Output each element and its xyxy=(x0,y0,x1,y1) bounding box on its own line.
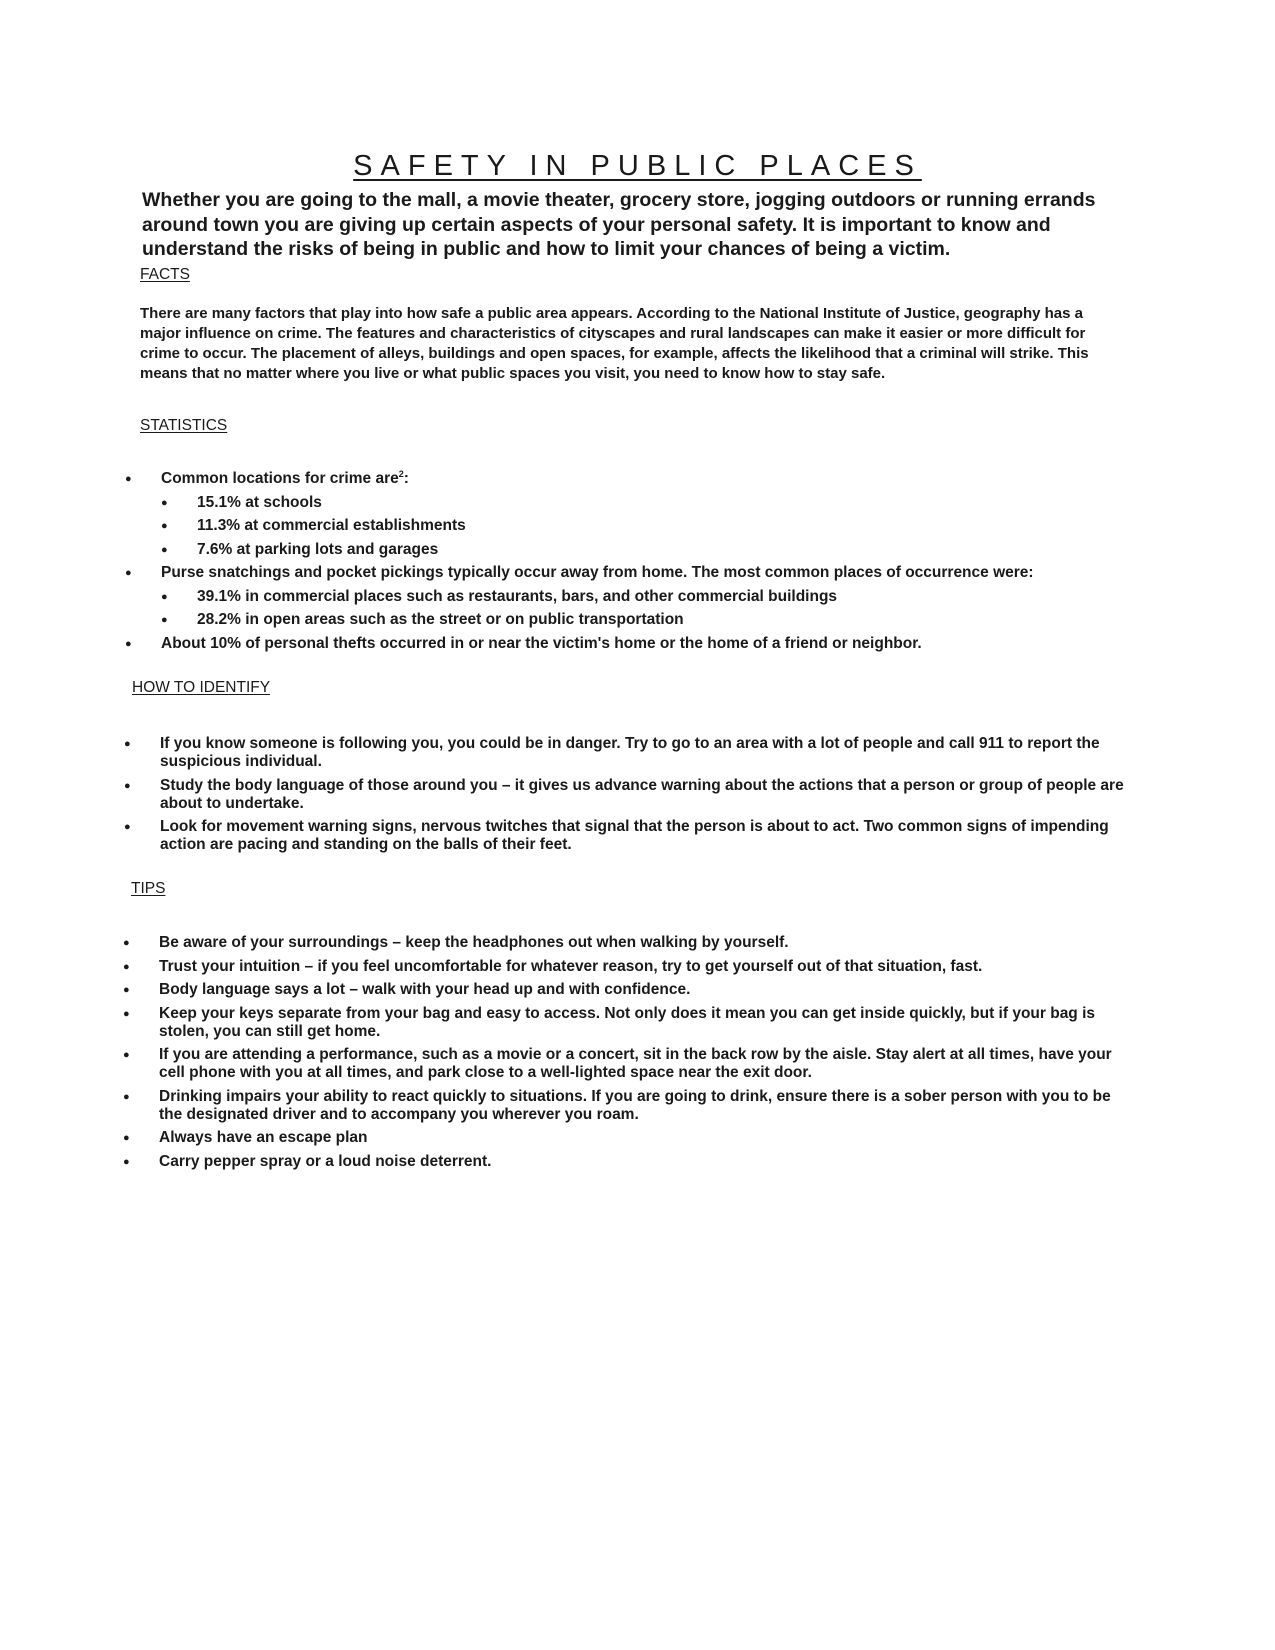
page-title-text: SAFETY IN PUBLIC PLACES xyxy=(353,150,922,182)
list-item: ● Be aware of your surroundings – keep the headphones out when walking by yourself. xyxy=(123,934,1123,952)
list-item: ● Look for movement warning signs, nervous twitches that signal that the person is about to act. Two common signs of impending action are pacing and standing on the balls of their feet. xyxy=(124,818,1124,854)
statistics-sublist xyxy=(161,494,1125,559)
list-item xyxy=(125,470,1125,559)
tips-list xyxy=(123,934,1123,1176)
list-item: ● Body language says a lot – walk with your head up and with confidence. xyxy=(123,981,1123,999)
facts-paragraph: There are many factors that play into how safe a public area appears. According to the National Institute of Justice, geography has a major influence on crime. The features and characteristics of cityscapes and rural landscapes can make it easier or more difficult for crime to occur. The placement of alleys, buildings and open spaces, for example, affects the likelihood that a criminal will strike. This means that no matter where you live or what public spaces you visit, you need to know how to stay safe. xyxy=(140,305,1089,382)
list-item-text: Purse snatchings and pocket pickings typically occur away from home. The most common places of occurrence were: xyxy=(161,564,1034,581)
statistics-heading: STATISTICS xyxy=(140,417,228,434)
list-item: ● Drinking impairs your ability to react quickly to situations. If you are going to drink, ensure there is a sober person with you to be the designated driver and to accompany you wherever you roam. xyxy=(123,1088,1123,1124)
list-item: ● 39.1% in commercial places such as restaurants, bars, and other commercial buildings xyxy=(161,588,1125,606)
list-item: ● 28.2% in open areas such as the street or on public transportation xyxy=(161,611,1125,629)
list-item: ● Trust your intuition – if you feel uncomfortable for whatever reason, try to get yourself out of that situation, fast. xyxy=(123,958,1123,976)
list-item: ● If you know someone is following you, you could be in danger. Try to go to an area with a lot of people and call 911 to report the suspicious individual. xyxy=(124,735,1124,771)
how-to-identify-list xyxy=(124,735,1124,860)
facts-heading: FACTS xyxy=(140,266,190,283)
footnote-marker: 2 xyxy=(398,468,404,479)
list-item: ● If you are attending a performance, such as a movie or a concert, sit in the back row by the aisle. Stay alert at all times, have your cell phone with you at all times, and park close to a well-lighted space near the exit door. xyxy=(123,1046,1123,1082)
statistics-list xyxy=(125,470,1125,658)
list-item: ● 11.3% at commercial establishments xyxy=(161,517,1125,535)
list-item: ● 7.6% at parking lots and garages xyxy=(161,541,1125,559)
statistics-sublist xyxy=(161,588,1125,630)
list-item: ● 15.1% at schools xyxy=(161,494,1125,512)
list-item: ● Carry pepper spray or a loud noise deterrent. xyxy=(123,1153,1123,1171)
how-to-identify-heading: HOW TO IDENTIFY xyxy=(132,679,271,696)
list-item: ● Keep your keys separate from your bag and easy to access. Not only does it mean you can get inside quickly, but if your bag is stolen, you can still get home. xyxy=(123,1005,1123,1041)
page-title xyxy=(0,150,1275,183)
list-item: ● About 10% of personal thefts occurred in or near the victim's home or the home of a friend or neighbor. xyxy=(125,635,1125,653)
list-item: ● Study the body language of those around you – it gives us advance warning about the actions that a person or group of people are about to undertake. xyxy=(124,777,1124,813)
list-item-text: Common locations for crime are xyxy=(161,470,399,487)
intro-paragraph: Whether you are going to the mall, a movie theater, grocery store, jogging outdoors or running errands around town you are giving up certain aspects of your personal safety. It is important to know and understand the risks of being in public and how to limit your chances of being a victim. xyxy=(142,189,1096,260)
list-item: ● Always have an escape plan xyxy=(123,1129,1123,1147)
list-item-suffix: : xyxy=(403,470,409,487)
list-item xyxy=(125,564,1125,629)
tips-heading: TIPS xyxy=(131,880,166,897)
